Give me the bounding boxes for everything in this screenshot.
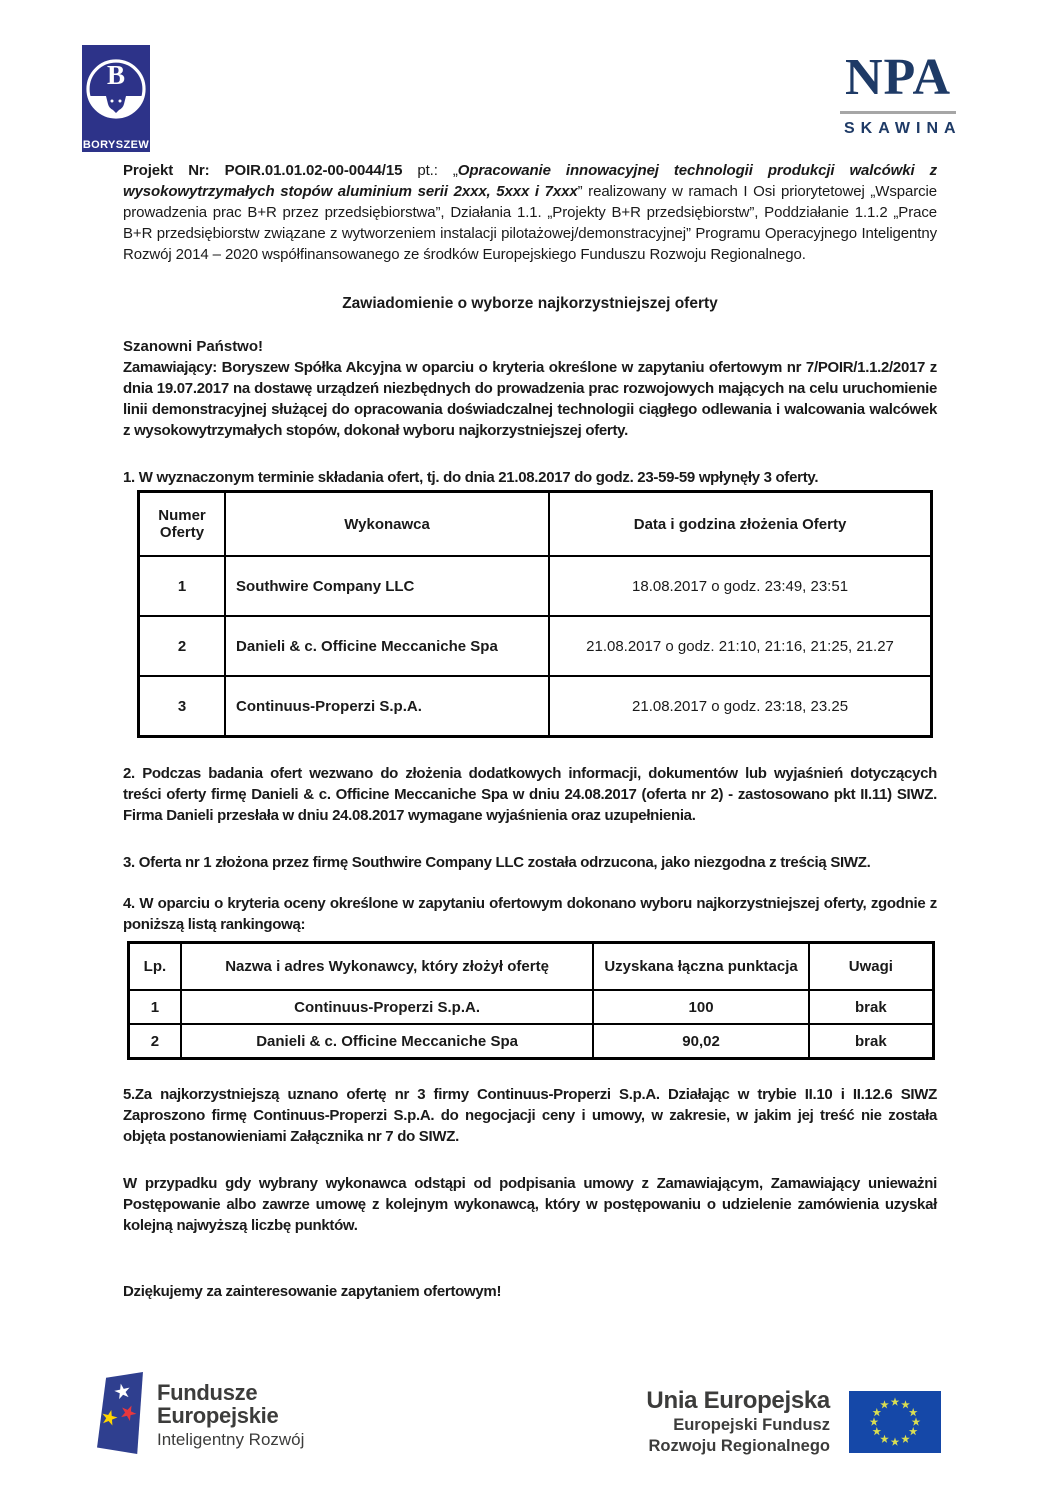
ranking-table-row [129,990,934,1024]
point-1: 1. W wyznaczonym terminie składania ofert, tj. do dnia 21.08.2017 do godz. 23-59-59 wpłynęły 3 oferty. [123,469,819,486]
ranking-name-cell: Continuus-Properzi S.p.A. [181,990,594,1024]
ranking-no-cell: 1 [129,990,181,1024]
offers-header-datetime: Data i godzina złożenia Oferty [549,492,931,557]
notice-title: Zawiadomienie o wyborze najkorzystniejszej oferty [342,295,718,312]
ranking-remarks-cell: brak [809,1024,934,1059]
point-3: 3. Oferta nr 1 złożona przez firmę Southwire Company LLC została odrzucona, jako niezgodna z treścią SIWZ. [123,854,871,871]
project-intro-rest: ” realizowany w ramach I Osi priorytetowej „Wsparcie prowadzenia prac B+R przez przedsiębiorstwa”, Działania 1.1. „Projekty B+R przedsiębiorstw”, Poddziałanie 1.1.2 „Prace B+R przedsiębiorstw związane z wytworzeniem instalacji pilotażowej/demonstracyjnej” Programu Operacyjnego Inteligentny Rozwój 2014 – 2020 współfinansowanego ze środków Europejskiego Funduszu Rozwoju Regionalnego. [123,183,937,263]
offers-table-row [139,616,932,676]
fe-flag-icon [97,1372,143,1454]
boryszew-logo [82,45,150,152]
ranking-header-name: Nazwa i adres Wykonawcy, który złożył ofertę [181,943,594,991]
withdrawal-paragraph: W przypadku gdy wybrany wykonawca odstąpi od podpisania umowy z Zamawiającym, Zamawiający unieważni Postępowanie albo zawrze umowę z kolejnym wykonawcą, który w postępowaniu o udzielenie zamówienia uzyskał kolejną najwyższą liczbę punktów. [123,1175,937,1234]
offers-table-header-row [139,492,932,557]
eu-logo-subtitle-line2: Rozwoju Regionalnego [648,1437,830,1455]
fe-logo-title-line2: Europejskie [157,1403,279,1428]
offer-contractor-cell: Danieli & c. Officine Meccaniche Spa [225,616,549,676]
npa-logo-divider [840,111,956,114]
greeting: Szanowni Państwo! [123,338,264,355]
ranking-header-points: Uzyskana łączna punktacja [593,943,808,991]
offer-datetime-cell: 18.08.2017 o godz. 23:49, 23:51 [549,556,931,616]
closing-paragraph: Dziękujemy za zainteresowanie zapytaniem ofertowym! [123,1283,502,1300]
npa-logo-subtitle: SKAWINA [844,120,962,137]
offer-contractor-cell: Southwire Company LLC [225,556,549,616]
offers-table-row [139,556,932,616]
document-body [123,160,937,1302]
offer-datetime-cell: 21.08.2017 o godz. 23:18, 23.25 [549,676,931,737]
ranking-points-cell: 100 [593,990,808,1024]
npa-skawina-logo [838,49,962,138]
offers-table-row [139,676,932,737]
ranking-remarks-cell: brak [809,990,934,1024]
fe-logo-title-line1: Fundusze [157,1380,258,1405]
project-intro-paragraph [123,160,937,265]
eu-logo-subtitle-line1: Europejski Fundusz [673,1416,830,1434]
ordering-party-paragraph: Zamawiający: Boryszew Spółka Akcyjna w oparciu o kryteria określone w zapytaniu ofertowym nr 7/POIR/1.1.2/2017 z dnia 19.07.2017 na dostawę urządzeń niezbędnych do prowadzenia prac rozwojowych mających na celu uruchomienie linii demonstracyjnej służącej do opracowania doświadczalnej technologii ciągłego odlewania i walcowania walcówek z wysokowytrzymałych stopów, dokonał wyboru najkorzystniejszej oferty. [123,359,937,439]
npa-logo-title: NPA [844,49,951,106]
offers-header-contractor: Wykonawca [225,492,549,557]
eu-flag-icon [849,1391,941,1453]
ranking-name-cell: Danieli & c. Officine Meccaniche Spa [181,1024,594,1059]
ranking-table-header-row [129,943,934,991]
offer-number-cell: 2 [139,616,226,676]
boryszew-logo-letter: B [106,60,126,90]
point-2: 2. Podczas badania ofert wezwano do złożenia dodatkowych informacji, dokumentów lub wyjaśnień dotyczących treści oferty firmę Danieli & c. Officine Meccaniche Spa w dniu 24.08.2017 (oferta nr 2) - zastosowano pkt II.11) SIWZ. Firma Danieli przesłała w dniu 24.08.2017 wymagane wyjaśnienia oraz uzupełnienia. [123,765,937,824]
fe-logo-subtitle: Inteligentny Rozwój [157,1430,305,1449]
eu-logo-title: Unia Europejska [646,1387,830,1414]
offer-datetime-cell: 21.08.2017 o godz. 21:10, 21:16, 21:25, 21.27 [549,616,931,676]
boryszew-logo-text: BORYSZEW [82,139,150,151]
point-4: 4. W oparciu o kryteria oceny określone w zapytaniu ofertowym dokonano wyboru najkorzystniejszej oferty, zgodnie z poniższą listą rankingową: [123,895,937,933]
project-number: Projekt Nr: POIR.01.01.02-00-0044/15 [123,162,403,179]
fundusze-europejskie-logo [97,1372,304,1454]
eu-logo-text [646,1388,830,1456]
offers-table [137,490,933,738]
ranking-table-row [129,1024,934,1059]
ranking-header-remarks: Uwagi [809,943,934,991]
offers-header-number: Numer Oferty [139,492,226,557]
ranking-no-cell: 2 [129,1024,181,1059]
ranking-points-cell: 90,02 [593,1024,808,1059]
offer-number-cell: 3 [139,676,226,737]
point-5: 5.Za najkorzystniejszą uznano ofertę nr 3 firmy Continuus-Properzi S.p.A. Działając w trybie II.10 i II.12.6 SIWZ Zaproszono firmę Continuus-Properzi S.p.A. do negocjacji ceny i umowy, w zakresie, w jakim jej treść nie została objęta postanowieniami Załącznika nr 7 do SIWZ. [123,1086,937,1145]
ranking-table [127,941,935,1060]
project-title: Opracowanie innowacyjnej technologii produkcji walcówki z wysokowytrzymałych stopów aluminium serii 2xxx, 5xxx i 7xxx [123,162,937,200]
offer-number-cell: 1 [139,556,226,616]
ranking-header-lp: Lp. [129,943,181,991]
project-intro-mid: pt.: „ [402,162,458,179]
fe-logo-text [157,1372,304,1450]
unia-europejska-logo [646,1388,941,1456]
offer-contractor-cell: Continuus-Properzi S.p.A. [225,676,549,737]
